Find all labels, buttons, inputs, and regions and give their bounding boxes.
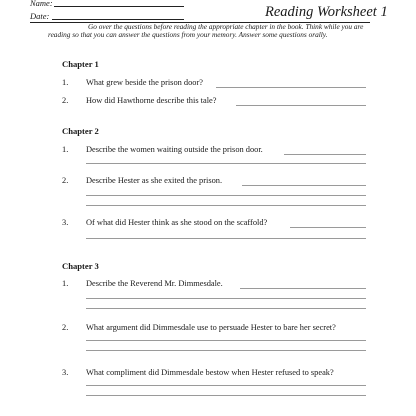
question-text: Describe Hester as she exited the prison. xyxy=(86,176,223,185)
answer-line[interactable] xyxy=(284,154,366,155)
date-label: Date: xyxy=(30,11,50,21)
answer-line[interactable] xyxy=(86,308,366,309)
question-number: 3. xyxy=(62,218,69,227)
question-number: 2. xyxy=(62,323,69,332)
answer-line[interactable] xyxy=(216,87,366,88)
name-field[interactable] xyxy=(54,6,184,7)
answer-line[interactable] xyxy=(86,395,366,396)
answer-line[interactable] xyxy=(86,350,366,351)
answer-line[interactable] xyxy=(86,238,366,239)
question-number: 1. xyxy=(62,78,69,87)
question-text: Describe the Reverend Mr. Dimmesdale. xyxy=(86,279,223,288)
answer-line[interactable] xyxy=(240,288,366,289)
answer-line[interactable] xyxy=(86,195,366,196)
answer-line[interactable] xyxy=(86,163,366,164)
chapter-1-heading: Chapter 1 xyxy=(62,59,99,69)
answer-line[interactable] xyxy=(86,205,366,206)
answer-line[interactable] xyxy=(236,105,366,106)
question-number: 3. xyxy=(62,368,69,377)
question-number: 1. xyxy=(62,279,69,288)
answer-line[interactable] xyxy=(290,227,366,228)
answer-line[interactable] xyxy=(86,340,366,341)
answer-line[interactable] xyxy=(242,185,366,186)
name-label: Name: xyxy=(30,0,53,8)
question-number: 1. xyxy=(62,145,69,154)
question-text: Describe the women waiting outside the prison door. xyxy=(86,145,263,154)
answer-line[interactable] xyxy=(86,298,366,299)
question-text: What compliment did Dimmesdale bestow when Hester refused to speak? xyxy=(86,368,334,377)
question-number: 2. xyxy=(62,96,69,105)
worksheet-title: Reading Worksheet 1 xyxy=(265,4,388,20)
question-text: What argument did Dimmesdale use to persuade Hester to bare her secret? xyxy=(86,323,336,332)
question-text: How did Hawthorne describe this tale? xyxy=(86,96,217,105)
date-field[interactable] xyxy=(52,19,184,20)
chapter-3-heading: Chapter 3 xyxy=(62,261,99,271)
question-text: Of what did Hester think as she stood on the scaffold? xyxy=(86,218,268,227)
answer-line[interactable] xyxy=(86,385,366,386)
question-text: What grew beside the prison door? xyxy=(86,78,203,87)
question-number: 2. xyxy=(62,176,69,185)
instructions: Go over the questions before reading the appropriate chapter in the book. Think while you are reading so that you can answer the questions from your memory. Answer some questions orally. xyxy=(48,22,364,40)
chapter-2-heading: Chapter 2 xyxy=(62,126,99,136)
